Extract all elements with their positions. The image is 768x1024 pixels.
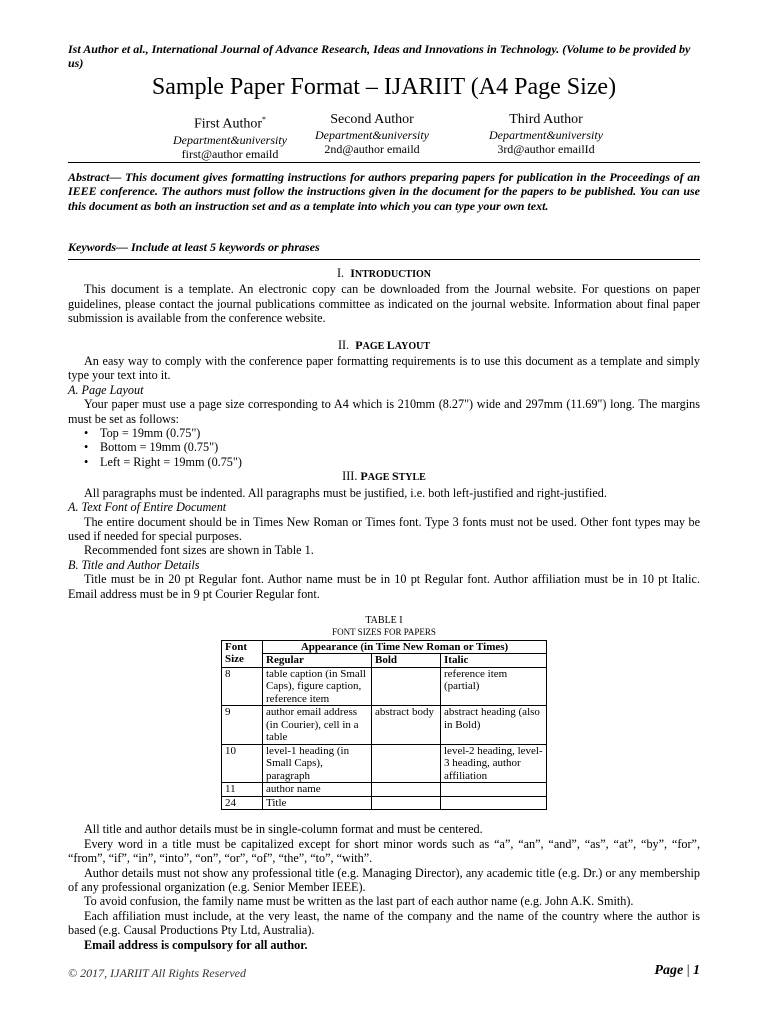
table-header-cell: Italic (441, 654, 547, 668)
copyright-footer: © 2017, IJARIIT All Rights Reserved (68, 966, 246, 980)
table-header-row (222, 654, 547, 668)
author-department: Department&university (173, 132, 287, 147)
author-block-2 (302, 112, 442, 156)
table-row (222, 744, 547, 783)
table-row (222, 783, 547, 797)
paragraph: Each affiliation must include, at the very least, the name of the company and the name of the country where the author is based (e.g. Causal Productions Pty Ltd, Australia). (68, 908, 700, 938)
running-header: Ist Author et al., International Journal of Advance Research, Ideas and Innovations in Technology. (Volume to be provided by us) (68, 42, 691, 70)
table-cell (441, 783, 547, 797)
author-block-1 (160, 112, 300, 161)
author-details-guidelines (68, 822, 700, 952)
page-number: Page | 1 (654, 963, 700, 978)
list-item: • Bottom = 19mm (0.75") (84, 440, 700, 454)
paragraph: To avoid confusion, the family name must be written as the last part of each author name (e.g. John A.K. Smith). (84, 894, 634, 909)
divider (68, 162, 700, 163)
table-header-row (222, 640, 547, 654)
paragraph: Title must be in 20 pt Regular font. Author name must be in 10 pt Regular font. Author affiliation must be in 10 pt Italic. Email address must be in 9 pt Courier Regular font. (68, 572, 700, 601)
table-cell (372, 667, 441, 706)
table-header-cell: Appearance (in Time New Roman or Times) (263, 640, 547, 654)
paragraph: Author details must not show any professional title (e.g. Managing Director), any academic title (e.g. Dr.) or any membership of any professional organization (e.g. Senior Member IEEE). (68, 865, 700, 895)
table-cell: 24 (222, 796, 263, 810)
table-cell (372, 783, 441, 797)
subsection-heading: A. Text Font of Entire Document (68, 500, 227, 515)
table-header-cell: Font Size (222, 640, 263, 667)
paragraph: All title and author details must be in single-column format and must be centered. (84, 822, 483, 837)
table-cell: 11 (222, 783, 263, 797)
subsection-heading: B. Title and Author Details (68, 557, 200, 572)
author-email: 3rd@author emailId (497, 142, 595, 156)
author-email: first@author emaild (181, 146, 279, 161)
paragraph: The entire document should be in Times New Roman or Times font. Type 3 fonts must not be used. Other font types may be used if needed for special purposes. (68, 514, 700, 543)
table-row (222, 667, 547, 706)
divider (68, 259, 700, 260)
table-cell: 10 (222, 744, 263, 783)
paragraph: Every word in a title must be capitalized except for short minor words such as “a”, “an”, “and”, “as”, “at”, “by”, “for”, “from”, “if”, “in”, “into”, “on”, “or”, “of”, “the”, “to”, “with”. (68, 836, 700, 866)
table-cell: abstract body (372, 706, 441, 745)
table-block (68, 615, 700, 811)
table-cell (441, 796, 547, 810)
paper-title: Sample Paper Format – IJARIIT (A4 Page Size) (151, 74, 617, 100)
table-cell: Title (263, 796, 372, 810)
list-item: • Top = 19mm (0.75") (84, 426, 700, 440)
section-heading-page-layout: II. PAGE LAYOUT (338, 337, 430, 352)
section-heading-page-style: III. PAGE STYLE (342, 469, 426, 484)
author-name: Third Author (509, 112, 583, 127)
paragraph: Your paper must use a page size corresponding to A4 which is 210mm (8.27") wide and 297mm (11.69") long. The margins must be set as follows: (68, 397, 700, 426)
table-cell: author name (263, 783, 372, 797)
table-row (222, 796, 547, 810)
paragraph: An easy way to comply with the conference paper formatting requirements is to use this document as a template and simply type your text into it. (68, 354, 700, 383)
author-department: Department&university (489, 128, 603, 142)
abstract: Abstract— This document gives formatting instructions for authors preparing papers for publication in the Proceedings of an IEEE conference. The authors must follow the instructions given in the document for the papers to be published. You can use this document as both an instruction set and as a template into which you can type your own text. (68, 170, 700, 213)
table-cell (372, 796, 441, 810)
author-department: Department&university (315, 128, 429, 142)
table-header-cell: Bold (372, 654, 441, 668)
list-item: • Left = Right = 19mm (0.75") (84, 455, 700, 469)
table-cell: 9 (222, 706, 263, 745)
paragraph: All paragraphs must be indented. All paragraphs must be justified, i.e. both left-justified and right-justified. (84, 485, 607, 500)
author-email: 2nd@author emaild (324, 142, 420, 156)
paragraph: This document is a template. An electronic copy can be downloaded from the Journal website. For questions on paper guidelines, please contact the journal publications committee as indicated on the journal website. Information about final paper submission is available from the conference website. (68, 282, 700, 326)
section-heading-introduction: I. INTRODUCTION (337, 266, 431, 280)
paragraph: Recommended font sizes are shown in Table 1. (84, 543, 314, 558)
table-cell: abstract heading (also in Bold) (441, 706, 547, 745)
author-name: First Author (193, 116, 263, 132)
subsection-heading: A. Page Layout (68, 382, 144, 397)
author-name: Second Author (330, 112, 414, 127)
table-caption: TABLE I (365, 614, 403, 626)
paragraph-emphasis: Email address is compulsory for all author. (84, 937, 308, 952)
table-cell: 8 (222, 667, 263, 706)
table-header-cell: Regular (263, 654, 372, 668)
table-subcaption: FONT SIZES FOR PAPERS (332, 626, 436, 637)
table-cell: author email address (in Courier), cell in a table (263, 706, 372, 745)
author-block-3 (476, 112, 616, 156)
table-row (222, 706, 547, 745)
table-cell (372, 744, 441, 783)
paper-body (68, 266, 700, 952)
table-cell: table caption (in Small Caps), figure caption, reference item (263, 667, 372, 706)
keywords: Keywords— Include at least 5 keywords or phrases (68, 240, 320, 254)
margin-list (68, 426, 700, 469)
font-sizes-table (221, 640, 547, 811)
author-mark: * (262, 115, 267, 124)
table-cell: level-2 heading, level-3 heading, author affiliation (441, 744, 547, 783)
table-cell: reference item (partial) (441, 667, 547, 706)
table-cell: level-1 heading (in Small Caps), paragraph (263, 744, 372, 783)
